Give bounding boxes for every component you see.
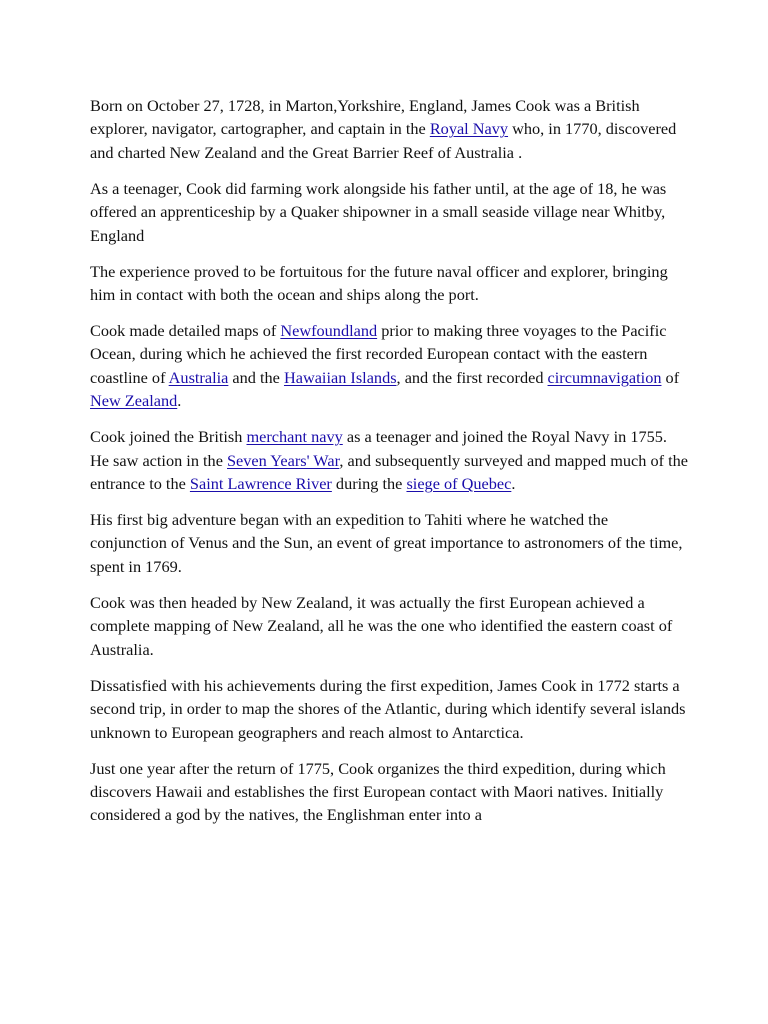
link-seven-years-war[interactable]: Seven Years' War bbox=[227, 450, 340, 470]
paragraph-8 bbox=[90, 674, 688, 744]
paragraph-2 bbox=[90, 177, 688, 247]
paragraph-text: during the bbox=[331, 474, 407, 494]
paragraph-text: of bbox=[661, 367, 680, 387]
paragraph-text: , and subsequently surveyed and mapped much of the entrance to the bbox=[90, 450, 688, 494]
paragraph-text: , and the first recorded bbox=[396, 367, 548, 387]
paragraph-3 bbox=[90, 260, 688, 307]
paragraph-text: Cook made detailed maps of bbox=[90, 321, 281, 341]
paragraph-text: Born on October 27, 1728, in Marton,Yorkshire, England, James Cook was a British explorer, navigator, cartographer, and captain in the bbox=[90, 96, 640, 139]
paragraph-4 bbox=[90, 319, 688, 413]
link-new-zealand[interactable]: New Zealand bbox=[90, 391, 178, 411]
paragraph-text: Cook joined the British bbox=[90, 427, 247, 447]
link-circumnavigation[interactable]: circumnavigation bbox=[547, 367, 662, 387]
paragraph-5 bbox=[90, 425, 688, 495]
paragraph-text: and the bbox=[228, 367, 284, 387]
paragraph-7 bbox=[90, 591, 688, 661]
paragraph-text: who, in 1770, discovered and charted New Zealand and the Great Barrier Reef of Australia . bbox=[90, 119, 677, 162]
paragraph-text: as a teenager and joined the Royal Navy in 1755. He saw action in the bbox=[90, 427, 667, 470]
link-hawaiian-islands[interactable]: Hawaiian Islands bbox=[283, 367, 397, 387]
paragraph-text: prior to making three voyages to the Pacific Ocean, during which he achieved the first recorded European contact with the eastern coastline of bbox=[90, 321, 667, 387]
link-australia[interactable]: Australia bbox=[168, 367, 229, 387]
paragraph-text: Dissatisfied with his achievements during the first expedition, James Cook in 1772 starts a second trip, in order to map the shores of the Atlantic, during which identify several islands unknown to European geographers and reach almost to Antarctica. bbox=[90, 675, 686, 742]
paragraph-text: Just one year after the return of 1775, Cook organizes the third expedition, during which discovers Hawaii and establishes the first European contact with Maori natives. Initially considered a god by the natives, the Englishman enter into a bbox=[90, 758, 666, 825]
paragraph-6 bbox=[90, 508, 688, 578]
paragraph-9 bbox=[90, 757, 688, 827]
link-merchant-navy[interactable]: merchant navy bbox=[246, 427, 343, 447]
link-newfoundland[interactable]: Newfoundland bbox=[280, 321, 378, 341]
link-saint-lawrence-river[interactable]: Saint Lawrence River bbox=[189, 474, 332, 494]
paragraph-1 bbox=[90, 94, 688, 164]
link-royal-navy[interactable]: Royal Navy bbox=[429, 119, 509, 139]
paragraph-text: His first big adventure began with an expedition to Tahiti where he watched the conjunction of Venus and the Sun, an event of great importance to astronomers of the time, spent in 1769. bbox=[90, 510, 683, 576]
paragraph-text: The experience proved to be fortuitous for the future naval officer and explorer, bringing him in contact with both the ocean and ships along the port. bbox=[90, 261, 668, 305]
paragraph-text: Cook was then headed by New Zealand, it was actually the first European achieved a complete mapping of New Zealand, all he was the one who identified the eastern coast of Australia. bbox=[90, 592, 673, 659]
document-page bbox=[90, 94, 688, 839]
link-siege-of-quebec[interactable]: siege of Quebec bbox=[406, 474, 512, 494]
paragraph-text: As a teenager, Cook did farming work alongside his father until, at the age of 18, he was offered an apprenticeship by a Quaker shipowner in a small seaside village near Whitby, England bbox=[90, 178, 667, 245]
paragraph-text: . bbox=[511, 474, 516, 494]
paragraph-text: . bbox=[177, 391, 182, 411]
